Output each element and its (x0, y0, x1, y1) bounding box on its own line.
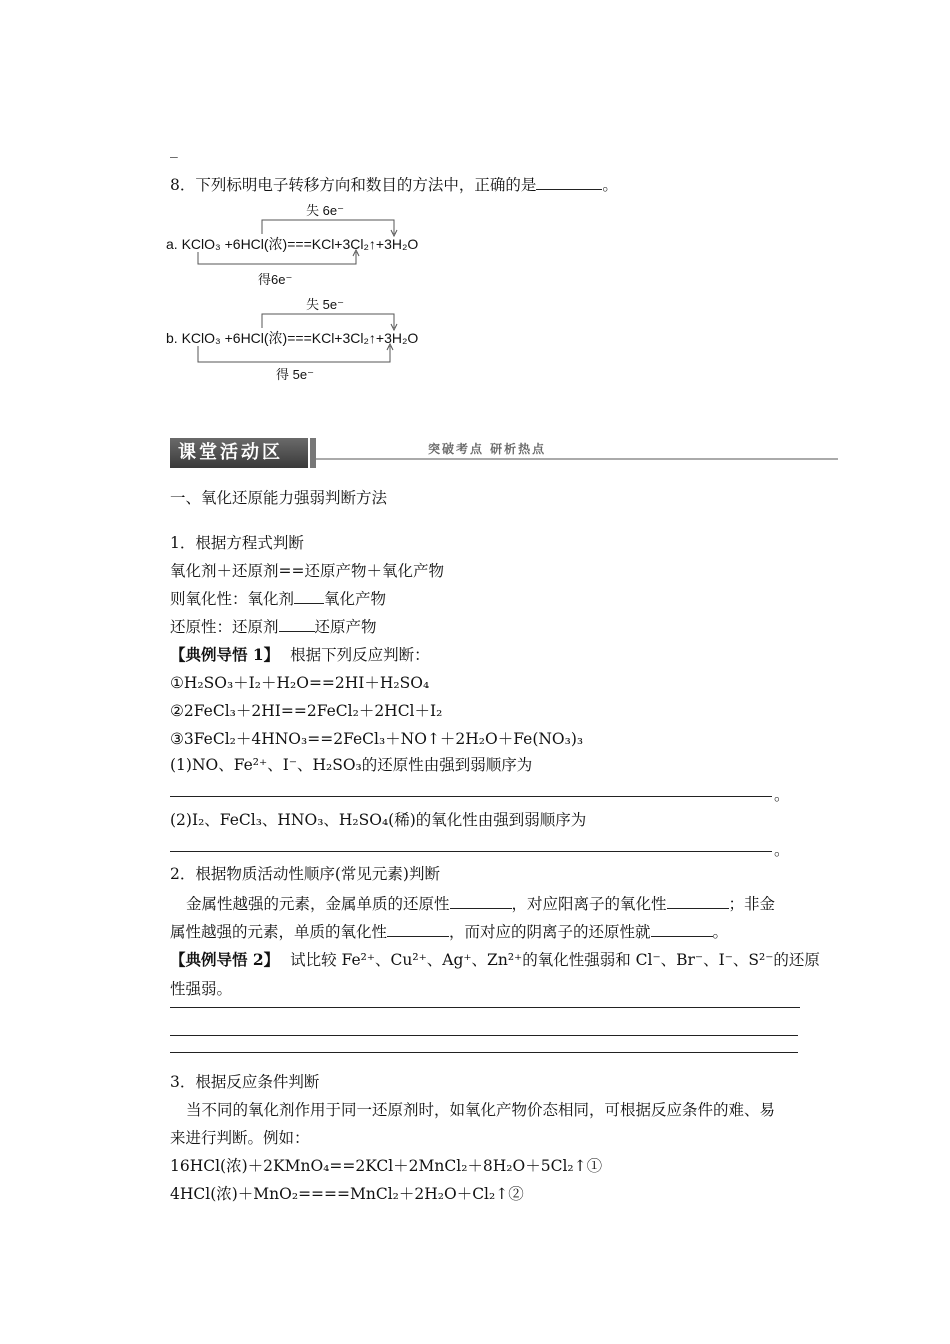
answer-line-2-end: 。 (774, 841, 790, 859)
answer-line-1[interactable] (170, 796, 772, 797)
example-2-text-cont: 性强弱。 (170, 980, 233, 998)
point-3-title: 3．根据反应条件判断 (170, 1073, 320, 1091)
point-2-line2 (170, 920, 728, 942)
question-8-text: 8．下列标明电子转移方向和数目的方法中，正确的是 (170, 176, 537, 194)
point-3-equation-1: 16HCl(浓)＋2KMnO₄==2KCl＋2MnCl₂＋8H₂O＋5Cl₂↑① (170, 1157, 603, 1175)
point-1-title: 1．根据方程式判断 (170, 534, 304, 552)
option-a-gain-label: 得6e⁻ (258, 272, 293, 287)
point-3-equation-2: 4HCl(浓)＋MnO₂====MnCl₂＋2H₂O＋Cl₂↑② (170, 1185, 524, 1203)
blank-nonmetal-oxidizing[interactable] (387, 936, 449, 937)
sub-question-1: (1)NO、Fe²⁺、I⁻、H₂SO₃的还原性由强到弱顺序为 (170, 756, 533, 774)
point-2-line2-b: ，而对应的阴离子的还原性就 (449, 923, 651, 941)
point-1-line3 (170, 615, 377, 637)
answer-blank[interactable] (536, 189, 602, 190)
option-b-lose-label: 失 5e⁻ (306, 297, 344, 312)
point-1-line3-a: 还原性：还原剂 (170, 618, 279, 636)
blank-oxidizing[interactable] (294, 603, 324, 604)
point-3-line1: 当不同的氧化剂作用于同一还原剂时，如氧化产物价态相同，可根据反应条件的难、易 (186, 1101, 776, 1119)
blank-anion-reducing[interactable] (651, 936, 713, 937)
blank-metal-reducing[interactable] (450, 908, 512, 909)
top-mark: _ (170, 140, 178, 158)
point-2-line1-b: ，对应阳离子的氧化性 (511, 895, 667, 913)
example-2 (170, 948, 820, 970)
answer-line-1-end: 。 (774, 786, 790, 804)
answer-line-4[interactable] (170, 1035, 798, 1036)
section-banner: 课堂活动区 (170, 438, 308, 468)
answer-line-3[interactable] (170, 1007, 800, 1008)
point-2-line1 (186, 892, 775, 914)
reaction-2: ②2FeCl₃＋2HI==2FeCl₂＋2HCl＋I₂ (170, 702, 443, 720)
point-2-title: 2．根据物质活动性顺序(常见元素)判断 (170, 865, 440, 883)
section-heading: 一、氧化还原能力强弱判断方法 (170, 489, 388, 507)
point-1-line2 (170, 587, 386, 609)
answer-line-2[interactable] (170, 851, 772, 852)
option-a-lose-label: 失 6e⁻ (306, 203, 344, 218)
point-1-line3-b: 还原产物 (314, 618, 377, 636)
answer-line-5[interactable] (170, 1052, 798, 1053)
blank-reducing[interactable] (279, 631, 315, 632)
banner-bar (310, 438, 316, 468)
option-b-gain-label: 得 5e⁻ (276, 367, 314, 382)
option-a-equation: a. KClO₃ +6HCl(浓)===KCl+3Cl₂↑+3H₂O (166, 236, 419, 252)
question-8 (170, 173, 618, 195)
sub-question-2: (2)I₂、FeCl₃、HNO₃、H₂SO₄(稀)的氧化性由强到弱顺序为 (170, 811, 587, 829)
point-3-line2: 来进行判断。例如： (170, 1129, 310, 1147)
example-2-label: 【典例导悟 2】 (170, 950, 280, 969)
example-1-label: 【典例导悟 1】 (170, 645, 280, 664)
reaction-3: ③3FeCl₂＋4HNO₃==2FeCl₃＋NO↑＋2H₂O＋Fe(NO₃)₃ (170, 730, 584, 748)
point-1-line2-a: 则氧化性：氧化剂 (170, 590, 295, 608)
blank-cation-oxidizing[interactable] (667, 908, 729, 909)
banner-subtitle: 突破考点 研析热点 (428, 442, 547, 456)
point-2-line1-a: 金属性越强的元素，金属单质的还原性 (186, 895, 450, 913)
example-2-text: 试比较 Fe²⁺、Cu²⁺、Ag⁺、Zn²⁺的氧化性强弱和 Cl⁻、Br⁻、I⁻、S²⁻的还原 (290, 951, 820, 969)
point-2-line2-a: 属性越强的元素，单质的氧化性 (170, 923, 388, 941)
point-2-line2-c: 。 (712, 923, 729, 941)
point-1-line2-b: 氧化产物 (324, 590, 387, 608)
point-1-line1: 氧化剂＋还原剂==还原产物＋氧化产物 (170, 562, 444, 580)
option-b-equation: b. KClO₃ +6HCl(浓)===KCl+3Cl₂↑+3H₂O (166, 330, 419, 346)
banner-rule (316, 458, 838, 460)
reaction-1: ①H₂SO₃＋I₂＋H₂O==2HI＋H₂SO₄ (170, 674, 430, 692)
question-8-end: 。 (602, 176, 618, 194)
example-1-text: 根据下列反应判断： (290, 646, 430, 664)
point-2-line1-c: ；非金 (728, 895, 776, 913)
example-1 (170, 643, 430, 665)
